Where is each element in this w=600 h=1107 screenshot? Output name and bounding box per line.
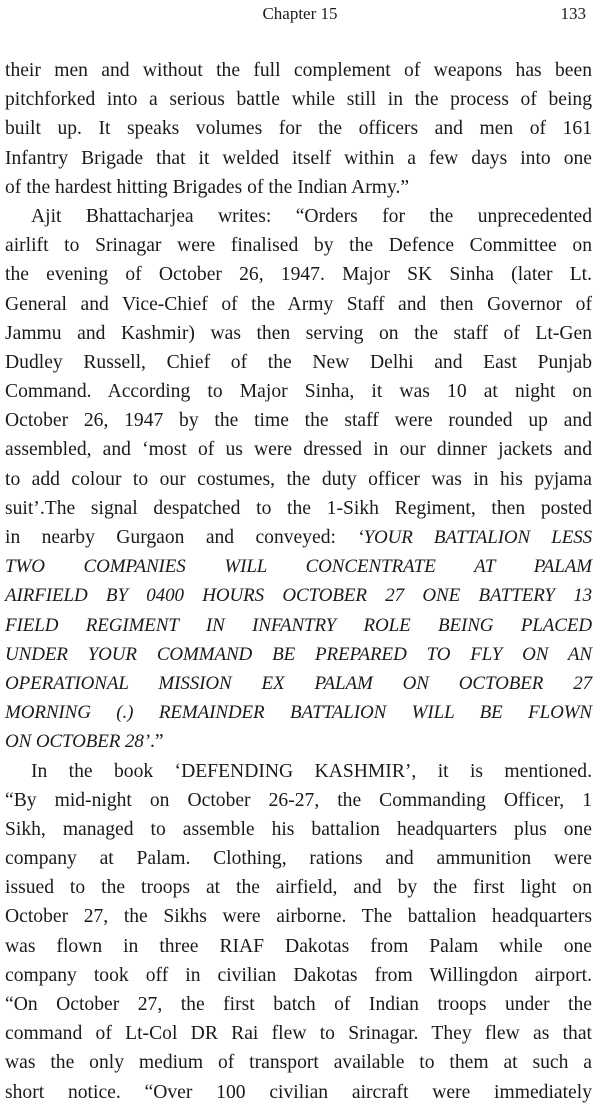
text-line: Infantry Brigade that it welded itself within a few days into one (5, 147, 592, 169)
text-line: company at Palam. Clothing, rations and ammunition were (5, 848, 592, 870)
text-line: the evening of October 26, 1947. Major SK Sinha (later Lt. (5, 264, 592, 286)
text-line: Sikh, managed to assemble his battalion headquarters plus one (5, 818, 592, 840)
text-line (5, 727, 592, 756)
paragraph-3 (5, 757, 592, 1107)
text-line: pitchforked into a serious battle while still in the process of being (5, 89, 592, 111)
text-line: issued to the troops at the airfield, and by the first light on (5, 877, 592, 899)
signal-line: FIELD REGIMENT IN INFANTRY ROLE BEING PLACED (5, 614, 592, 636)
signal-text: ‘YOUR BATTALION LESS (357, 527, 592, 548)
text-line: “By mid-night on October 26-27, the Commanding Officer, 1 (5, 789, 592, 811)
signal-line: AIRFIELD BY 0400 HOURS OCTOBER 27 ONE BATTERY 13 (5, 585, 592, 607)
signal-line: MORNING (.) REMAINDER BATTALION WILL BE FLOWN (5, 702, 592, 724)
page-number: 133 (560, 4, 586, 23)
text-line: their men and without the full complement of weapons has been (5, 60, 592, 81)
text-line: Jammu and Kashmir) was then serving on the staff of Lt-Gen (5, 322, 592, 344)
signal-line: TWO COMPANIES WILL CONCENTRATE AT PALAM (5, 556, 592, 578)
text-line: to add colour to our costumes, the duty officer was in his pyjama (5, 468, 592, 490)
text-line: was the only medium of transport available to them at such a (5, 1052, 592, 1074)
text-line: short notice. “Over 100 civilian aircraft were immediately (5, 1081, 592, 1103)
text-fragment: .” (149, 731, 164, 753)
body-text (5, 56, 592, 1107)
text-line: Command. According to Major Sinha, it was 10 at night on (5, 381, 592, 403)
text-line: “On October 27, the first batch of Indian troops under the (5, 994, 592, 1015)
text-line: October 27, the Sikhs were airborne. The battalion headquarters (5, 906, 592, 928)
text-line: built up. It speaks volumes for the officers and men of 161 (5, 118, 592, 140)
text-line: suit’.The signal despatched to the 1-Sikh Regiment, then posted (5, 497, 592, 519)
signal-text: ON OCTOBER 28’ (5, 731, 150, 753)
text-line (5, 523, 592, 552)
text-line: Dudley Russell, Chief of the New Delhi and East Punjab (5, 351, 592, 373)
text-line: October 26, 1947 by the time the staff were rounded up and (5, 410, 592, 432)
paragraph-1 (5, 56, 592, 202)
signal-line: OPERATIONAL MISSION EX PALAM ON OCTOBER 27 (5, 672, 592, 694)
text-line: was flown in three RIAF Dakotas from Palam while one (5, 935, 592, 957)
text-line: General and Vice-Chief of the Army Staff and then Governor of (5, 293, 592, 315)
text-line: of the hardest hitting Brigades of the Indian Army.” (5, 176, 410, 198)
text-line: airlift to Srinagar were finalised by the Defence Committee on (5, 235, 592, 257)
text-line: assembled, and ‘most of us were dressed in our dinner jackets and (5, 439, 592, 461)
text-line: Ajit Bhattacharjea writes: “Orders for the unprecedented (31, 205, 592, 227)
text-fragment: in nearby Gurgaon and conveyed: (5, 527, 358, 548)
paragraph-2 (5, 202, 592, 757)
text-line: In the book ‘DEFENDING KASHMIR’, it is mentioned. (31, 760, 592, 782)
chapter-title: Chapter 15 (262, 4, 338, 23)
page-header (0, 4, 600, 28)
signal-line: UNDER YOUR COMMAND BE PREPARED TO FLY ON AN (5, 643, 592, 665)
text-line: company took off in civilian Dakotas from Willingdon airport. (5, 964, 592, 986)
text-line: command of Lt-Col DR Rai flew to Srinagar. They flew as that (5, 1023, 592, 1045)
